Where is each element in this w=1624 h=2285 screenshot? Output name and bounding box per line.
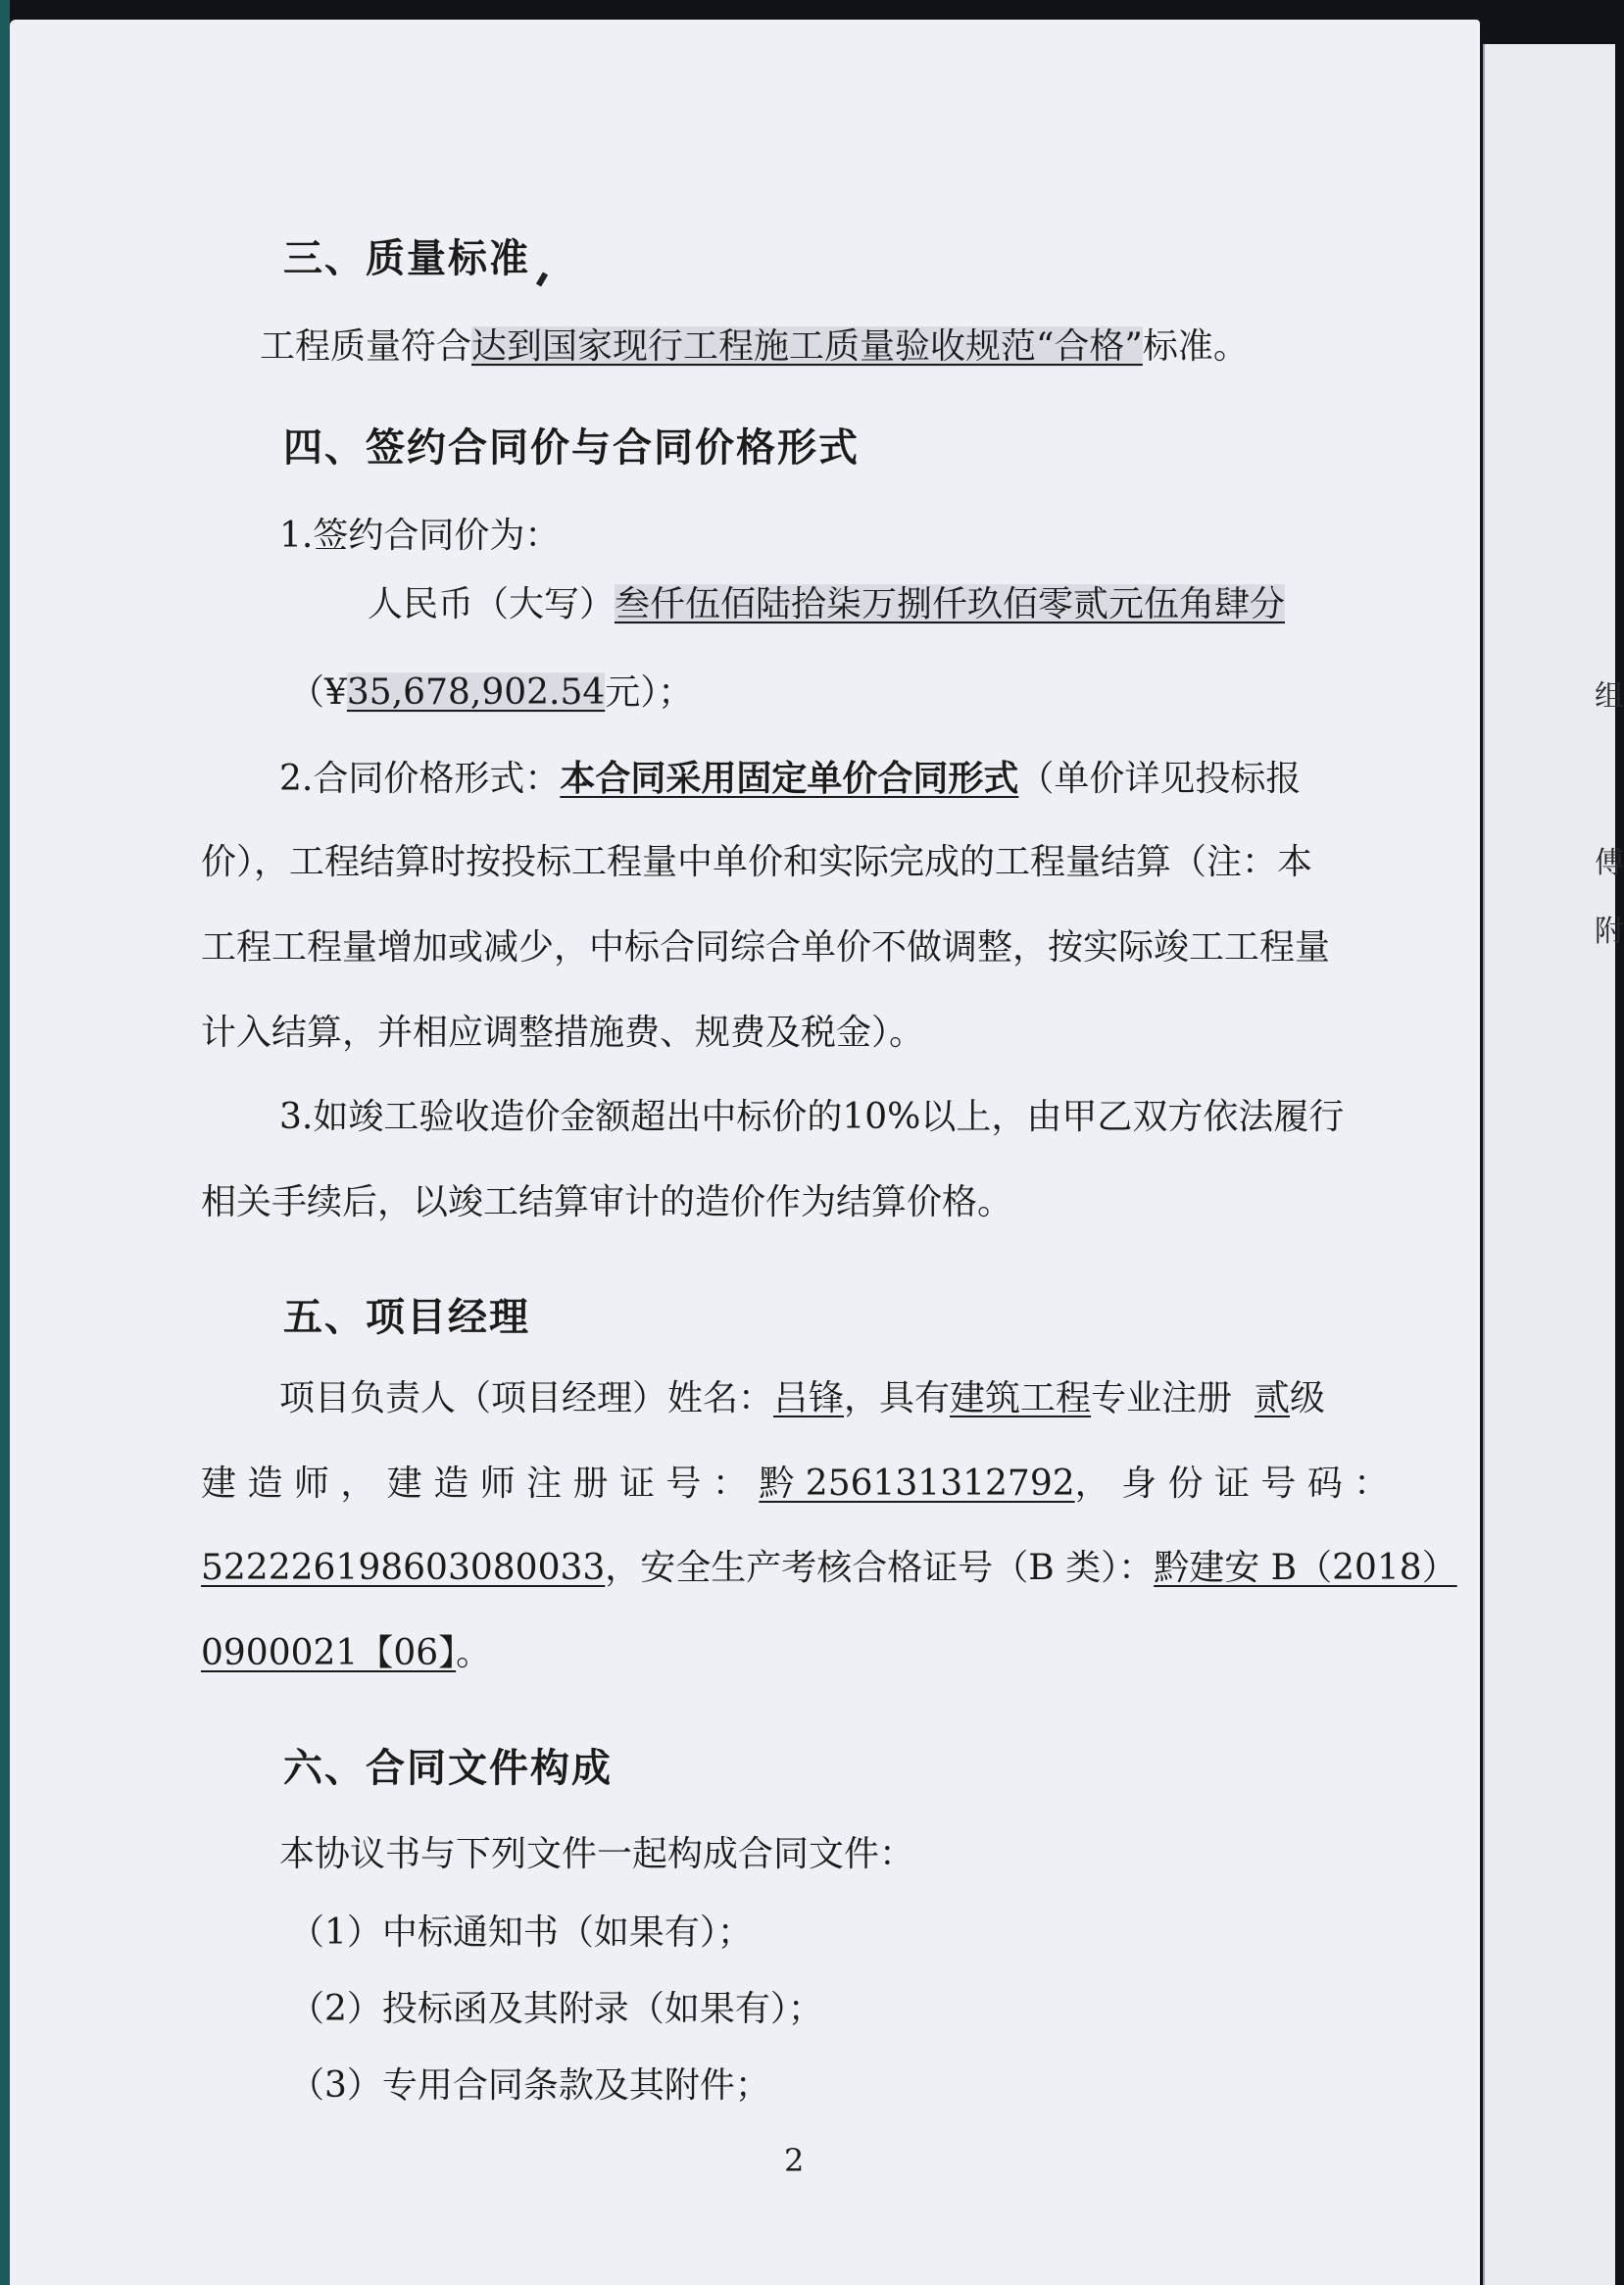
section-6-heading: 六、合同文件构成: [283, 1745, 613, 1791]
safety-label: ，安全生产考核合格证号（B 类）：: [605, 1548, 1155, 1588]
list-item: （1）中标通知书（如果有）；: [289, 1912, 753, 1953]
adjacent-page: [1483, 44, 1624, 2285]
manager-name: 吕锋: [773, 1378, 845, 1418]
section-4-heading: 四、签约合同价与合同价格形式: [283, 424, 860, 471]
clause-3-line-1: 3.如竣工验收造价金额超出中标价的10%以上，由甲乙双方依法履行: [279, 1097, 1345, 1137]
id-number: 522226198603080033: [201, 1548, 606, 1588]
section-3-heading: 三、质量标准: [283, 235, 530, 281]
price-form-line-2: 价），工程结算时按投标工程量中单价和实际完成的工程量结算（注：本: [201, 842, 1313, 882]
rmb-uppercase-amount: 叁仟伍佰陆拾柒万捌仟玖佰零贰元伍角肆分: [615, 584, 1286, 624]
price-form-line-4: 计入结算，并相应调整措施费、规费及税金）。: [201, 1013, 925, 1053]
document-page: [10, 20, 1480, 2285]
clause-3-line-2: 相关手续后，以竣工结算审计的造价作为结算价格。: [201, 1182, 1013, 1222]
section-3-text: [260, 325, 1249, 369]
manager-line-4: [201, 1632, 491, 1675]
amount-open: （¥: [289, 672, 347, 713]
safety-cert-a: 黔建安 B（2018）: [1154, 1548, 1457, 1588]
price-form-note: （单价详见投标报: [1018, 759, 1302, 799]
amount-close: 元）；: [605, 672, 694, 713]
manager-text: ，具有: [844, 1378, 951, 1418]
cert-label: 建 造 师 ， 建 造 师 注 册 证 号 ：: [201, 1464, 748, 1504]
quality-prefix: 工程质量符合: [260, 326, 472, 367]
adjacent-fragment: 组: [1595, 679, 1624, 714]
manager-text-2: 专业注册: [1091, 1378, 1233, 1418]
registration-number: 黔 256131312792: [759, 1464, 1075, 1504]
rmb-label: 人民币（大写）: [368, 584, 615, 624]
manager-line-2: [201, 1463, 1389, 1506]
background-edge: [0, 0, 10, 2285]
manager-name-label: 项目负责人（项目经理）姓名：: [279, 1378, 774, 1418]
safety-cert-b: 0900021【06】: [201, 1633, 457, 1673]
manager-specialty: 建筑工程: [950, 1378, 1092, 1418]
manager-level-suffix: 级: [1289, 1378, 1325, 1418]
quality-suffix: 标准。: [1142, 326, 1249, 367]
adjacent-fragment: 傅: [1595, 846, 1624, 880]
list-item: （2）投标函及其附录（如果有）；: [289, 1989, 823, 2029]
manager-line-1: [279, 1377, 1325, 1420]
price-form-line-1: [279, 757, 1301, 801]
contract-price-number: [289, 671, 693, 715]
page-number: 2: [784, 2142, 805, 2179]
contract-price-label: 1.签约合同价为：: [279, 516, 561, 556]
price-form-label: 2.合同价格形式：: [279, 759, 561, 799]
manager-level: 贰: [1254, 1378, 1290, 1418]
price-form-value: 本合同采用固定单价合同形式: [560, 758, 1019, 799]
contract-price-upper: [368, 583, 1285, 626]
manager-line-3: [201, 1547, 1457, 1590]
adjacent-fragment: 附: [1595, 915, 1624, 949]
sentence-end: 。: [456, 1633, 492, 1673]
amount-number: 35,678,902.54: [346, 672, 606, 713]
contract-docs-intro: 本协议书与下列文件一起构成合同文件：: [279, 1834, 915, 1874]
section-5-heading: 五、项目经理: [283, 1294, 530, 1340]
list-item: （3）专用合同条款及其附件；: [289, 2065, 770, 2106]
ink-mark: [536, 272, 548, 286]
id-label: ， 身 份 证 号 码 ：: [1074, 1464, 1390, 1504]
price-form-line-3: 工程工程量增加或减少，中标合同综合单价不做调整，按实际竣工工程量: [201, 927, 1331, 968]
quality-standard: 达到国家现行工程施工质量验收规范“合格”: [471, 326, 1143, 367]
